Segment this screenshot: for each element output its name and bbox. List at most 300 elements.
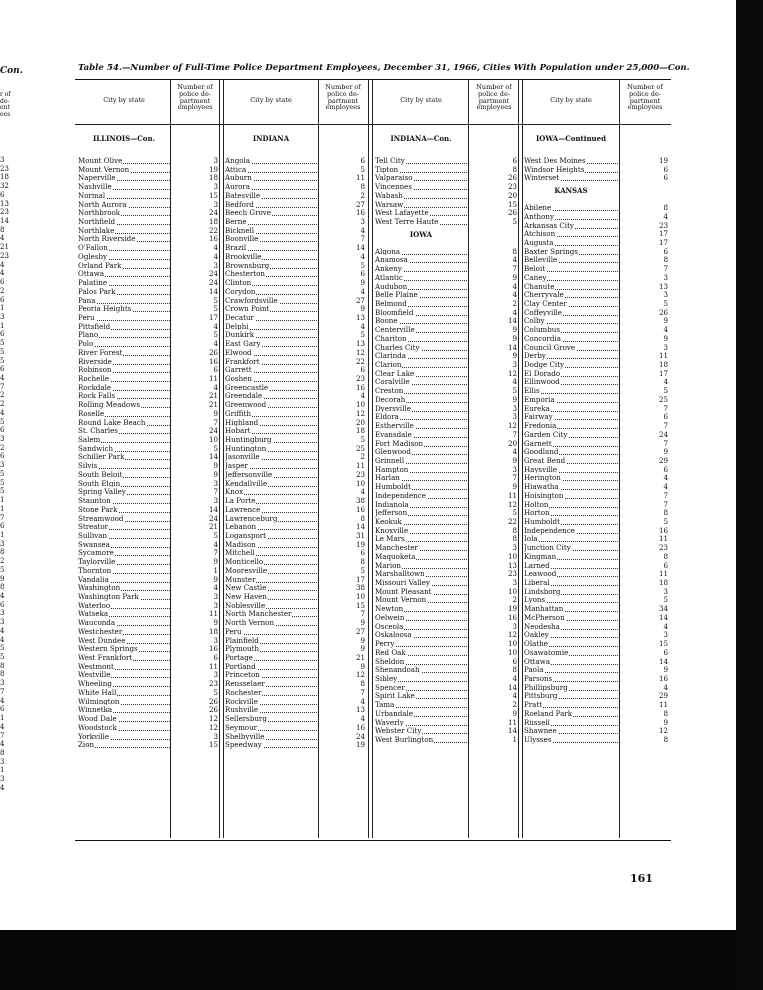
city-name-text: Red Oak <box>375 647 406 657</box>
employee-count: 14 <box>355 522 365 532</box>
city-name <box>375 491 467 500</box>
city-name-text: Dunkirk <box>225 330 255 340</box>
employee-count: 7 <box>663 403 668 413</box>
edge-value: 4 <box>0 783 5 792</box>
city-name-text: Columbus <box>524 325 561 335</box>
city-name <box>524 273 618 282</box>
city-name <box>78 391 170 400</box>
employee-count: 14 <box>658 656 668 666</box>
city-name <box>524 587 618 596</box>
employee-count: 10 <box>355 400 365 410</box>
employee-count: 8 <box>512 665 517 675</box>
city-name <box>225 217 317 226</box>
city-name-text: Jasonville <box>225 452 260 462</box>
header-line: employees <box>476 103 512 112</box>
employee-count: 3 <box>512 543 517 553</box>
employee-count: 14 <box>658 612 668 622</box>
employee-count: 3 <box>512 360 517 370</box>
employee-count: 7 <box>213 548 218 558</box>
city-name-text: Winterset <box>524 173 560 183</box>
city-name-text: Knox <box>225 487 244 497</box>
employee-count: 16 <box>658 673 668 683</box>
city-name <box>375 613 467 622</box>
employee-count: 2 <box>360 452 365 462</box>
employee-count: 6 <box>360 548 365 558</box>
city-name-text: Westville <box>78 670 111 680</box>
state-section-title: INDIANA—Con. <box>390 134 452 143</box>
city-name <box>524 648 618 657</box>
city-name-text: Pittsburg <box>524 691 558 701</box>
employee-count: 21 <box>208 400 218 410</box>
city-name <box>375 290 467 299</box>
employee-count: 26 <box>208 705 218 715</box>
employee-count: 23 <box>658 220 668 230</box>
city-name-text: Wabash <box>375 190 403 200</box>
edge-subheader-line: r of <box>0 91 11 98</box>
edge-value: 2 <box>0 557 5 566</box>
employee-count: 3 <box>360 217 365 227</box>
employee-count: 8 <box>360 182 365 192</box>
city-name-text: Manhattan <box>524 604 564 614</box>
city-name-text: Olathe <box>524 639 548 649</box>
city-name <box>225 452 317 461</box>
city-name-text: North Aurora <box>78 199 127 209</box>
employee-count: 9 <box>663 333 668 343</box>
city-name-text: Greenwood <box>225 400 267 410</box>
city-name <box>524 465 618 474</box>
city-name-text: Hampton <box>375 464 409 474</box>
city-name <box>225 191 317 200</box>
employee-count: 18 <box>658 360 668 370</box>
city-name <box>375 587 467 596</box>
employee-count: 6 <box>360 269 365 279</box>
city-name-text: Shawnee <box>524 726 557 736</box>
city-name <box>375 604 467 613</box>
edge-value: 1 <box>0 321 5 330</box>
city-name-text: Elwood <box>225 347 252 357</box>
employee-count: 20 <box>507 438 517 448</box>
city-name-text: Hoisington <box>524 490 564 500</box>
city-name-text: Humboldt <box>375 482 411 492</box>
city-name-text: Marion <box>375 560 401 570</box>
employee-count: 7 <box>663 438 668 448</box>
city-name <box>225 697 317 706</box>
city-name <box>375 674 467 683</box>
city-name-text: Eldora <box>375 412 399 422</box>
city-name-text: Highland <box>225 417 259 427</box>
city-name <box>375 421 467 430</box>
employee-count: 7 <box>512 429 517 439</box>
employee-count: 17 <box>355 574 365 584</box>
city-name-text: Naperville <box>78 173 116 183</box>
city-name <box>524 543 618 552</box>
employee-count: 5 <box>213 530 218 540</box>
city-name <box>375 569 467 578</box>
employee-count: 24 <box>355 731 365 741</box>
city-name-text: Manchester <box>375 543 418 553</box>
city-name <box>78 557 170 566</box>
city-name-text: West Des Moines <box>524 156 586 165</box>
city-name <box>524 430 618 439</box>
city-name <box>78 662 170 671</box>
employee-count: 1 <box>213 565 218 575</box>
city-name-text: Chariton <box>375 333 407 343</box>
city-name <box>524 473 618 482</box>
city-name <box>524 212 618 221</box>
city-name <box>78 261 170 270</box>
city-name <box>225 583 317 592</box>
city-name-text: Council Grove <box>524 342 576 352</box>
city-name-text: Le Mars <box>375 534 405 544</box>
city-name <box>375 482 467 491</box>
city-name-text: Northbrook <box>78 208 121 218</box>
city-name-text: West Dundee <box>78 635 126 645</box>
city-name-text: Lebanon <box>225 522 257 532</box>
city-name-text: Derby <box>524 351 546 361</box>
city-name-text: Decorah <box>375 394 406 404</box>
employee-count: 9 <box>512 325 517 335</box>
city-name-text: South Beloit <box>78 469 123 479</box>
city-name-text: Windsor Heights <box>524 164 585 174</box>
city-name <box>375 299 467 308</box>
city-name-text: Goodland <box>524 447 559 457</box>
edge-value: 23 <box>0 251 9 260</box>
city-name <box>225 653 317 662</box>
city-name <box>225 740 317 749</box>
city-name <box>524 552 618 561</box>
city-name <box>78 409 170 418</box>
city-name <box>225 609 317 618</box>
employee-count: 5 <box>213 304 218 314</box>
city-name <box>524 534 618 543</box>
header-line: police de- <box>327 89 359 98</box>
edge-heading: Con. <box>0 66 23 76</box>
employee-count: 5 <box>360 330 365 340</box>
employee-count: 9 <box>213 469 218 479</box>
edge-value: 6 <box>0 278 5 287</box>
city-name <box>524 238 618 247</box>
edge-value: 3 <box>0 609 5 618</box>
city-name <box>375 316 467 325</box>
header-line: partment <box>327 96 359 105</box>
city-name-text: Clay Center <box>524 299 567 308</box>
city-name <box>78 191 170 200</box>
employee-count: 9 <box>213 618 218 628</box>
city-name-text: Newton <box>375 604 404 614</box>
city-name-text: Orland Park <box>78 260 122 270</box>
city-name <box>524 351 618 360</box>
city-name <box>524 595 618 604</box>
city-name-text: Evansdale <box>375 429 412 439</box>
employee-count: 16 <box>208 644 218 654</box>
city-name-text: Coffeyville <box>524 307 562 317</box>
city-name-text: Bloomfield <box>375 307 414 317</box>
edge-value: 4 <box>0 626 5 635</box>
employee-count: 5 <box>213 687 218 697</box>
city-name <box>524 290 618 299</box>
city-name <box>78 540 170 549</box>
city-name-text: Spirit Lake <box>375 691 415 701</box>
employee-count: 3 <box>663 630 668 640</box>
employee-count: 26 <box>507 173 517 183</box>
employee-count: 24 <box>208 269 218 279</box>
city-name <box>225 226 317 235</box>
city-name <box>78 714 170 723</box>
city-name <box>78 609 170 618</box>
employee-count: 12 <box>658 726 668 736</box>
city-name <box>225 243 317 252</box>
employee-count: 4 <box>360 487 365 497</box>
city-name <box>78 296 170 305</box>
city-name-text: Attica <box>225 164 247 174</box>
city-name-text: West Burlington <box>375 735 434 744</box>
employee-count: 12 <box>507 368 517 378</box>
city-name <box>375 412 467 421</box>
city-name <box>375 377 467 386</box>
city-name <box>225 714 317 723</box>
city-name <box>524 482 618 491</box>
employee-count: 26 <box>658 307 668 317</box>
employee-count: 9 <box>512 272 517 282</box>
edge-value: 3 <box>0 775 5 784</box>
edge-value: 2 <box>0 400 5 409</box>
city-name-text: Noblesville <box>225 600 266 610</box>
employee-count: 17 <box>658 229 668 239</box>
edge-value: 5 <box>0 356 5 365</box>
city-name <box>524 639 618 648</box>
employee-count: 9 <box>360 618 365 628</box>
city-name <box>225 461 317 470</box>
edge-value: 2 <box>0 391 5 400</box>
city-name-text: Beloit <box>524 264 546 274</box>
city-name-text: Vandalia <box>78 574 109 584</box>
city-name <box>375 447 467 456</box>
employee-count: 14 <box>507 316 517 326</box>
edge-value: 1 <box>0 304 5 313</box>
city-name <box>78 365 170 374</box>
employee-count: 21 <box>355 653 365 663</box>
city-name-text: Watseka <box>78 609 109 619</box>
city-name-text: Oakley <box>524 630 549 640</box>
city-name-text: Clear Lake <box>375 368 415 378</box>
employee-count: 22 <box>507 517 517 526</box>
employee-count: 4 <box>360 225 365 235</box>
employee-count: 4 <box>360 714 365 724</box>
employee-count: 21 <box>208 522 218 532</box>
city-name-text: Rochelle <box>78 374 110 383</box>
city-name-text: East Gary <box>225 339 261 349</box>
employee-count: 23 <box>355 374 365 383</box>
city-name <box>225 522 317 531</box>
city-name <box>225 487 317 496</box>
city-name <box>78 217 170 226</box>
edge-value: 7 <box>0 382 5 391</box>
employee-count: 4 <box>360 391 365 401</box>
edge-value: 8 <box>0 670 5 679</box>
city-name <box>225 679 317 688</box>
city-name-text: Estherville <box>375 421 414 431</box>
city-name-text: Holton <box>524 499 549 509</box>
city-name <box>78 348 170 357</box>
city-name-text: Roselle <box>78 408 105 418</box>
edge-value: 7 <box>0 513 5 522</box>
city-name <box>78 575 170 584</box>
city-name-text: Baxter Springs <box>524 246 578 256</box>
city-name-text: Eureka <box>524 403 550 413</box>
employee-count: 6 <box>663 647 668 657</box>
employee-count: 17 <box>658 237 668 247</box>
city-name <box>375 534 467 543</box>
employee-count: 5 <box>360 260 365 270</box>
city-name-text: Fort Madison <box>375 438 424 448</box>
employee-count: 8 <box>663 508 668 518</box>
city-name <box>78 644 170 653</box>
city-name-text: Marshalltown <box>375 569 425 579</box>
city-name <box>225 365 317 374</box>
employee-count: 4 <box>213 583 218 593</box>
header-city-by-state: City by state <box>250 96 292 104</box>
city-name-text: Logansport <box>225 530 267 540</box>
city-name <box>375 691 467 700</box>
employee-count: 4 <box>663 325 668 335</box>
city-name <box>225 618 317 627</box>
city-name <box>225 723 317 732</box>
employee-count: 9 <box>512 394 517 404</box>
employee-count: 11 <box>658 700 668 710</box>
city-name <box>524 229 618 238</box>
city-name <box>78 269 170 278</box>
employee-count: 3 <box>663 342 668 352</box>
employee-count: 5 <box>213 330 218 340</box>
employee-count: 5 <box>213 295 218 305</box>
employee-count: 8 <box>360 557 365 567</box>
city-name <box>375 639 467 648</box>
city-name <box>225 261 317 270</box>
employee-count: 16 <box>355 208 365 218</box>
city-name-text: Independence <box>375 490 426 500</box>
city-name <box>78 304 170 313</box>
city-name <box>78 531 170 540</box>
city-name-text: Independence <box>524 525 575 535</box>
employee-count: 10 <box>507 639 517 649</box>
employee-count: 9 <box>213 574 218 584</box>
city-name <box>375 208 467 217</box>
city-name <box>375 247 467 256</box>
city-name-text: Ottawa <box>78 269 105 279</box>
employee-count: 14 <box>507 682 517 692</box>
city-name-text: Taylorville <box>78 557 116 567</box>
city-name <box>524 369 618 378</box>
employee-count: 21 <box>208 391 218 401</box>
edge-value: 4 <box>0 740 5 749</box>
city-name <box>78 627 170 636</box>
employee-count: 10 <box>208 435 218 445</box>
city-name <box>375 173 467 182</box>
edge-value: 5 <box>0 644 5 653</box>
city-name <box>375 552 467 561</box>
city-name-text: Frankfort <box>225 356 260 366</box>
city-name <box>524 508 618 517</box>
city-name-text: Munster <box>225 574 256 584</box>
city-name <box>524 439 618 448</box>
employee-count: 12 <box>507 421 517 431</box>
employee-count: 9 <box>663 665 668 675</box>
city-name-text: South Elgin <box>78 478 121 488</box>
employee-count: 4 <box>663 621 668 631</box>
city-name-text: Oskaloosa <box>375 630 412 640</box>
city-name-text: Spencer <box>375 682 405 692</box>
city-name-text: Rensselaer <box>225 679 265 689</box>
city-name <box>375 165 467 174</box>
city-name <box>524 604 618 613</box>
city-name <box>375 404 467 413</box>
state-section-title: ILLINOIS—Con. <box>93 134 155 143</box>
employee-count: 3 <box>213 496 218 506</box>
state-section-title: IOWA—Continued <box>536 134 606 143</box>
city-name <box>225 252 317 261</box>
city-name-text: Horton <box>524 508 550 518</box>
scan-dark-border-right <box>736 0 763 990</box>
employee-count: 5 <box>360 565 365 575</box>
employee-count: 16 <box>355 382 365 392</box>
employee-count: 5 <box>663 386 668 396</box>
city-name-text: Oelwein <box>375 612 405 622</box>
city-name <box>524 156 618 165</box>
employee-count: 4 <box>512 377 517 387</box>
edge-value: 6 <box>0 705 5 714</box>
edge-value: 7 <box>0 731 5 740</box>
employee-count: 26 <box>208 347 218 357</box>
employee-count: 8 <box>512 534 517 544</box>
city-name-text: Bicknell <box>225 225 255 235</box>
city-name-text: Chesterton <box>225 269 265 279</box>
employee-count: 5 <box>512 508 517 518</box>
header-line: employees <box>627 103 663 112</box>
employee-count: 14 <box>208 504 218 514</box>
city-name <box>375 735 467 744</box>
city-name <box>524 526 618 535</box>
state-section-title: IOWA <box>409 229 433 239</box>
header-line: partment <box>629 96 661 105</box>
employee-count: 7 <box>663 421 668 431</box>
employee-count: 2 <box>512 700 517 710</box>
city-name-text: North Riverside <box>78 234 136 244</box>
employee-count: 16 <box>507 612 517 622</box>
city-name-text: Webster City <box>375 726 422 736</box>
employee-count: 3 <box>213 156 218 165</box>
header-line: partment <box>478 96 510 105</box>
employee-count: 9 <box>663 717 668 727</box>
employee-count: 11 <box>208 374 218 383</box>
city-name-text: Schiller Park <box>78 452 125 462</box>
city-name <box>225 688 317 697</box>
city-name <box>225 470 317 479</box>
edge-value: 18 <box>0 173 9 182</box>
edge-value: 5 <box>0 417 5 426</box>
employee-count: 4 <box>663 482 668 492</box>
employee-count: 38 <box>355 583 365 593</box>
column-group-double-rule <box>518 80 523 838</box>
city-name <box>78 487 170 496</box>
city-name-text: Plainfield <box>225 635 259 645</box>
city-name <box>225 426 317 435</box>
city-name-text: Brookville <box>225 251 262 261</box>
employee-count: 14 <box>208 286 218 296</box>
employee-count: 9 <box>213 461 218 471</box>
city-name <box>225 330 317 339</box>
city-name-text: Tell City <box>375 156 405 165</box>
city-name <box>225 636 317 645</box>
